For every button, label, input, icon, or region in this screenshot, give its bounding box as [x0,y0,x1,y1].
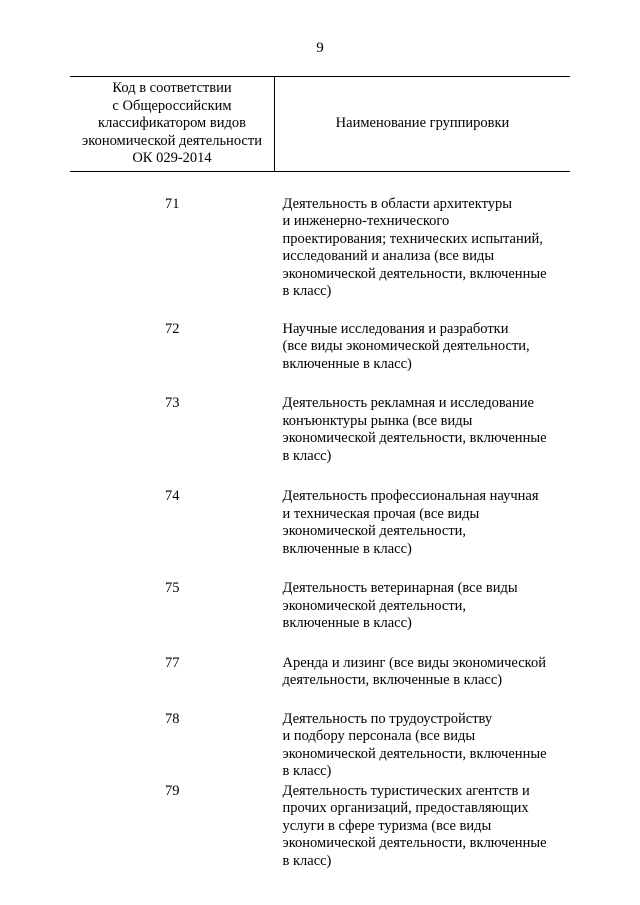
row-name-line: экономической деятельности, включенные [282,745,547,762]
row-name [275,782,571,872]
row-name-line: конъюнктуры рынка (все виды [282,412,473,429]
row-code: 78 [165,710,180,727]
row-name-line: экономической деятельности, включенные [282,430,547,446]
table-row [70,302,570,375]
header-code-line: ОК 029-2014 [132,150,212,166]
table-row [70,559,570,634]
row-name-line: в класс) [282,763,332,779]
table-header-row [70,77,570,172]
row-name-line: в класс) [282,283,332,299]
row-name [275,374,571,466]
row-name [275,691,571,782]
row-name-line: в класс) [282,852,332,869]
table-row [70,374,570,466]
row-name [275,171,571,302]
row-name-line: Научные исследования и разработки [282,320,509,337]
row-name-line: Аренда и лизинг (все виды экономической [282,654,546,671]
row-name [275,466,571,559]
row-name-line: услуги в сфере туризма (все виды [282,817,492,834]
row-name-line: экономической деятельности, включенные [282,835,547,851]
row-code: 75 [165,580,180,596]
row-name-line: включенные в класс) [282,540,412,557]
row-name-line: и инженерно-технического [282,213,450,229]
row-name-line: Деятельность ветеринарная (все виды [282,580,518,596]
row-name-line: экономической деятельности, [282,523,467,539]
row-name [275,634,571,691]
header-name-column: Наименование группировки [275,77,571,172]
row-name-line: исследований и анализа (все виды [282,248,495,264]
okved-table [70,76,570,871]
row-name-line: проектирования; технических испытаний, [282,230,543,247]
page-number: 9 [316,40,324,56]
row-name-line: (все виды экономической деятельности, [282,338,530,354]
row-name-line: Деятельность рекламная и исследование [282,395,534,411]
header-code-column [70,77,275,172]
header-code-line: Код в соответствии [112,80,232,96]
table-row [70,634,570,691]
row-code: 74 [165,488,180,504]
table-body [70,171,570,871]
row-code: 77 [165,654,180,671]
table-row [70,466,570,559]
row-name-line: экономической деятельности, включенные [282,265,547,282]
row-name-line: Деятельность по трудоустройству [282,710,493,727]
row-name-line: включенные в класс) [282,355,412,372]
row-name-line: в класс) [282,447,332,464]
header-code-line: с Общероссийским [112,97,232,114]
row-code: 73 [165,395,180,411]
row-name-line: включенные в класс) [282,615,412,631]
row-name-line: Деятельность в области архитектуры [282,195,512,212]
row-code: 71 [165,195,180,212]
row-code: 72 [165,320,180,337]
header-code-line: классификатором видов [98,115,246,131]
row-name [275,559,571,634]
table-row [70,171,570,302]
row-name-line: деятельности, включенные в класс) [282,672,503,688]
row-name-line: Деятельность туристических агентств и [282,782,530,799]
row-name [275,302,571,375]
row-name-line: экономической деятельности, [282,597,467,614]
row-name-line: и техническая прочая (все виды [282,505,480,522]
row-code: 79 [165,782,180,799]
row-name-line: прочих организаций, предоставляющих [282,800,529,816]
row-name-line: Деятельность профессиональная научная [282,488,539,504]
table-row [70,782,570,872]
row-name-line: и подбору персонала (все виды [282,728,476,744]
header-code-line: экономической деятельности [82,132,262,149]
table-row [70,691,570,782]
